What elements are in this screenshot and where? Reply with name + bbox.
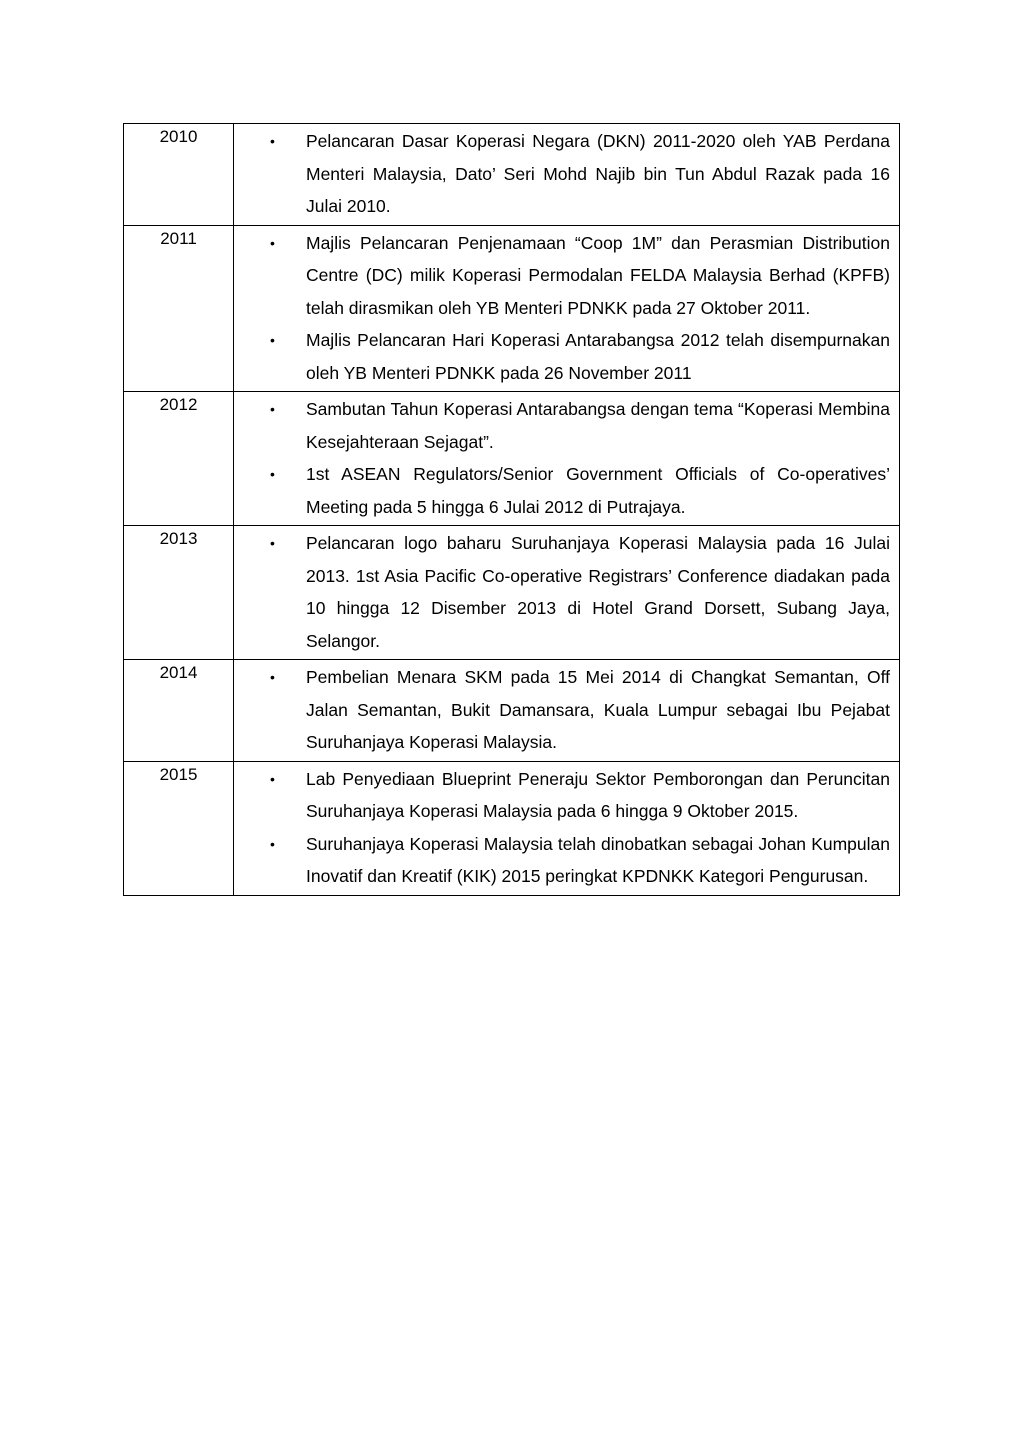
table-row [124, 660, 900, 762]
year-cell: 2015 [124, 761, 234, 895]
bullet-icon: • [270, 234, 275, 251]
list-item [234, 324, 890, 389]
list-item [234, 828, 890, 893]
event-list [234, 527, 890, 657]
event-text: Majlis Pelancaran Penjenamaan “Coop 1M” dan Perasmian Distribution Centre (DC) milik Koperasi Permodalan FELDA Malaysia Berhad (KPFB) telah dirasmikan oleh YB Menteri PDNKK pada 27 Oktober 2011. [306, 232, 890, 318]
table-row [124, 225, 900, 392]
event-text: 1st ASEAN Regulators/Senior Government Officials of Co-operatives’ Meeting pada 5 hingga 6 Julai 2012 di Putrajaya. [306, 464, 890, 517]
event-text: Pembelian Menara SKM pada 15 Mei 2014 di Changkat Semantan, Off Jalan Semantan, Bukit Damansara, Kuala Lumpur sebagai Ibu Pejabat Suruhanjaya Koperasi Malaysia. [306, 667, 890, 752]
list-item [234, 227, 890, 325]
event-list [234, 227, 890, 390]
event-text: Pelancaran Dasar Koperasi Negara (DKN) 2011-2020 oleh YAB Perdana Menteri Malaysia, Dato’ Seri Mohd Najib bin Tun Abdul Razak pada 16 Julai 2010. [306, 131, 890, 216]
bullet-icon: • [270, 133, 275, 149]
year-cell: 2013 [124, 526, 234, 660]
table-row [124, 392, 900, 526]
table-row [124, 124, 900, 226]
events-cell [234, 526, 900, 660]
list-item [234, 393, 890, 458]
events-cell [234, 392, 900, 526]
event-list [234, 125, 890, 223]
event-text: Lab Penyediaan Blueprint Peneraju Sektor Pemborongan dan Peruncitan Suruhanjaya Koperasi Malaysia pada 6 hingga 9 Oktober 2015. [306, 768, 890, 821]
timeline-table [123, 123, 900, 896]
list-item [234, 527, 890, 657]
list-item [234, 125, 890, 223]
bullet-icon: • [270, 835, 275, 852]
events-cell [234, 761, 900, 895]
year-cell: 2011 [124, 225, 234, 392]
list-item [234, 763, 890, 828]
event-text: Pelancaran logo baharu Suruhanjaya Koperasi Malaysia pada 16 Julai 2013. 1st Asia Pacific Co-operative Registrars’ Conference diadakan pada 10 hingga 12 Disember 2013 di Hotel Grand Dorsett, Subang Jaya, Selangor. [306, 533, 890, 651]
event-list [234, 763, 890, 893]
year-cell: 2012 [124, 392, 234, 526]
events-cell [234, 660, 900, 762]
bullet-icon: • [270, 401, 275, 417]
bullet-icon: • [270, 770, 275, 787]
table-row [124, 526, 900, 660]
bullet-icon: • [270, 466, 275, 482]
event-text: Sambutan Tahun Koperasi Antarabangsa dengan tema “Koperasi Membina Kesejahteraan Sejagat”. [306, 399, 890, 452]
bullet-icon: • [270, 669, 275, 685]
table-row [124, 761, 900, 895]
event-list [234, 661, 890, 759]
event-text: Suruhanjaya Koperasi Malaysia telah dinobatkan sebagai Johan Kumpulan Inovatif dan Kreatif (KIK) 2015 peringkat KPDNKK Kategori Pengurusan. [306, 833, 890, 886]
event-text: Majlis Pelancaran Hari Koperasi Antarabangsa 2012 telah disempurnakan oleh YB Menteri PDNKK pada 26 November 2011 [306, 330, 890, 383]
list-item [234, 458, 890, 523]
year-cell: 2014 [124, 660, 234, 762]
list-item [234, 661, 890, 759]
bullet-icon: • [270, 535, 275, 551]
events-cell [234, 225, 900, 392]
bullet-icon: • [270, 332, 275, 348]
events-cell [234, 124, 900, 226]
event-list [234, 393, 890, 523]
timeline-table-body [124, 124, 900, 896]
year-cell: 2010 [124, 124, 234, 226]
